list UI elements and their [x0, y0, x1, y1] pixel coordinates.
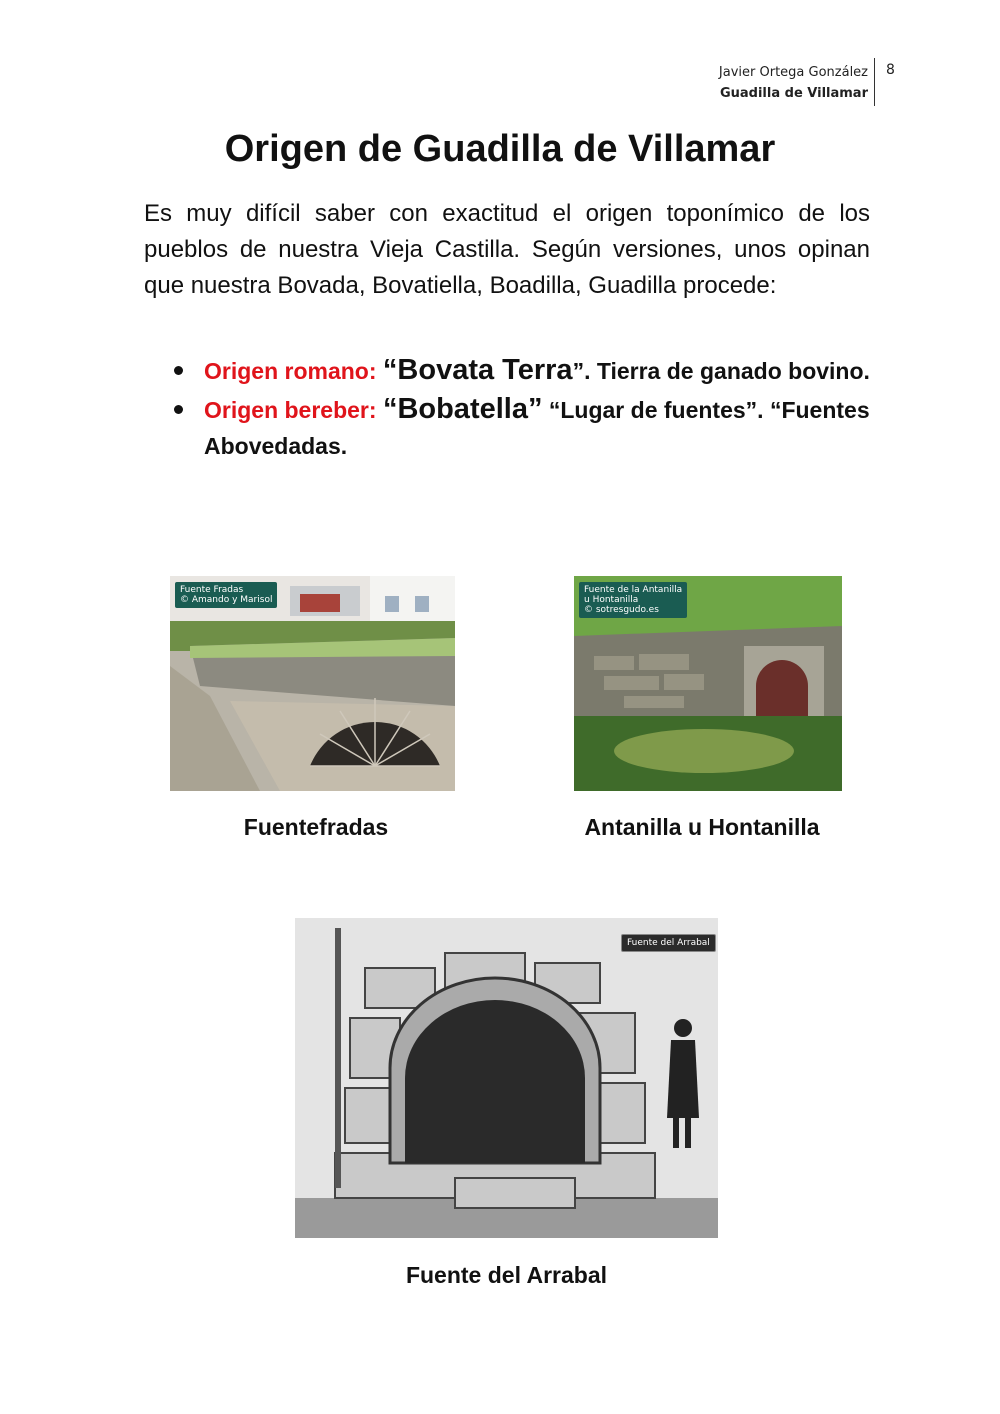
fountain-image: [295, 918, 718, 1238]
origin-meaning: Tierra de ganado bovino.: [596, 358, 870, 384]
origin-term: “Bovata Terra: [382, 354, 573, 386]
header-subtitle: Guadilla de Villamar: [719, 86, 868, 101]
intro-paragraph: Es muy difícil saber con exactitud el origen toponímico de los pueblos de nuestra Vieja Castilla. Según versiones, unos opinan que nuestra Bovada, Bovatiella, Boadilla, Guadilla procede:: [144, 200, 870, 299]
running-header: [719, 62, 868, 104]
photo-caption: Fuente del Arrabal: [405, 1262, 608, 1288]
fountain-image: [170, 576, 455, 791]
photo-caption: Fuentefradas: [243, 814, 389, 840]
origin-punct: ”.: [572, 358, 597, 384]
photo-overlay-label: Fuente de la Antanilla u Hontanilla © sotresgudo.es: [579, 582, 687, 618]
origin-term: “Bobatella”: [382, 393, 543, 425]
origins-list: [170, 352, 870, 466]
origin-label: Origen romano:: [204, 358, 377, 384]
photo-fuentefradas: [170, 576, 455, 791]
bullet-icon: [174, 405, 183, 414]
page-title: Origen de Guadilla de Villamar: [224, 128, 776, 170]
page-number: 8: [886, 62, 895, 78]
photo-caption: Antanilla u Hontanilla: [584, 814, 820, 840]
photo-overlay-label: Fuente del Arrabal: [621, 934, 716, 952]
origin-meaning: “Lugar de fuentes”. “Fuentes Abovedadas.: [204, 397, 870, 459]
list-item: [170, 352, 870, 389]
header-author: Javier Ortega González: [718, 65, 868, 80]
origin-label: Origen bereber:: [204, 397, 377, 423]
photo-arrabal: [295, 918, 718, 1238]
photo-overlay-label: Fuente Fradas © Amando y Marisol: [175, 582, 277, 608]
list-item: [170, 391, 870, 464]
bullet-icon: [174, 366, 183, 375]
photo-antanilla: [574, 576, 842, 791]
header-divider: [874, 58, 875, 106]
